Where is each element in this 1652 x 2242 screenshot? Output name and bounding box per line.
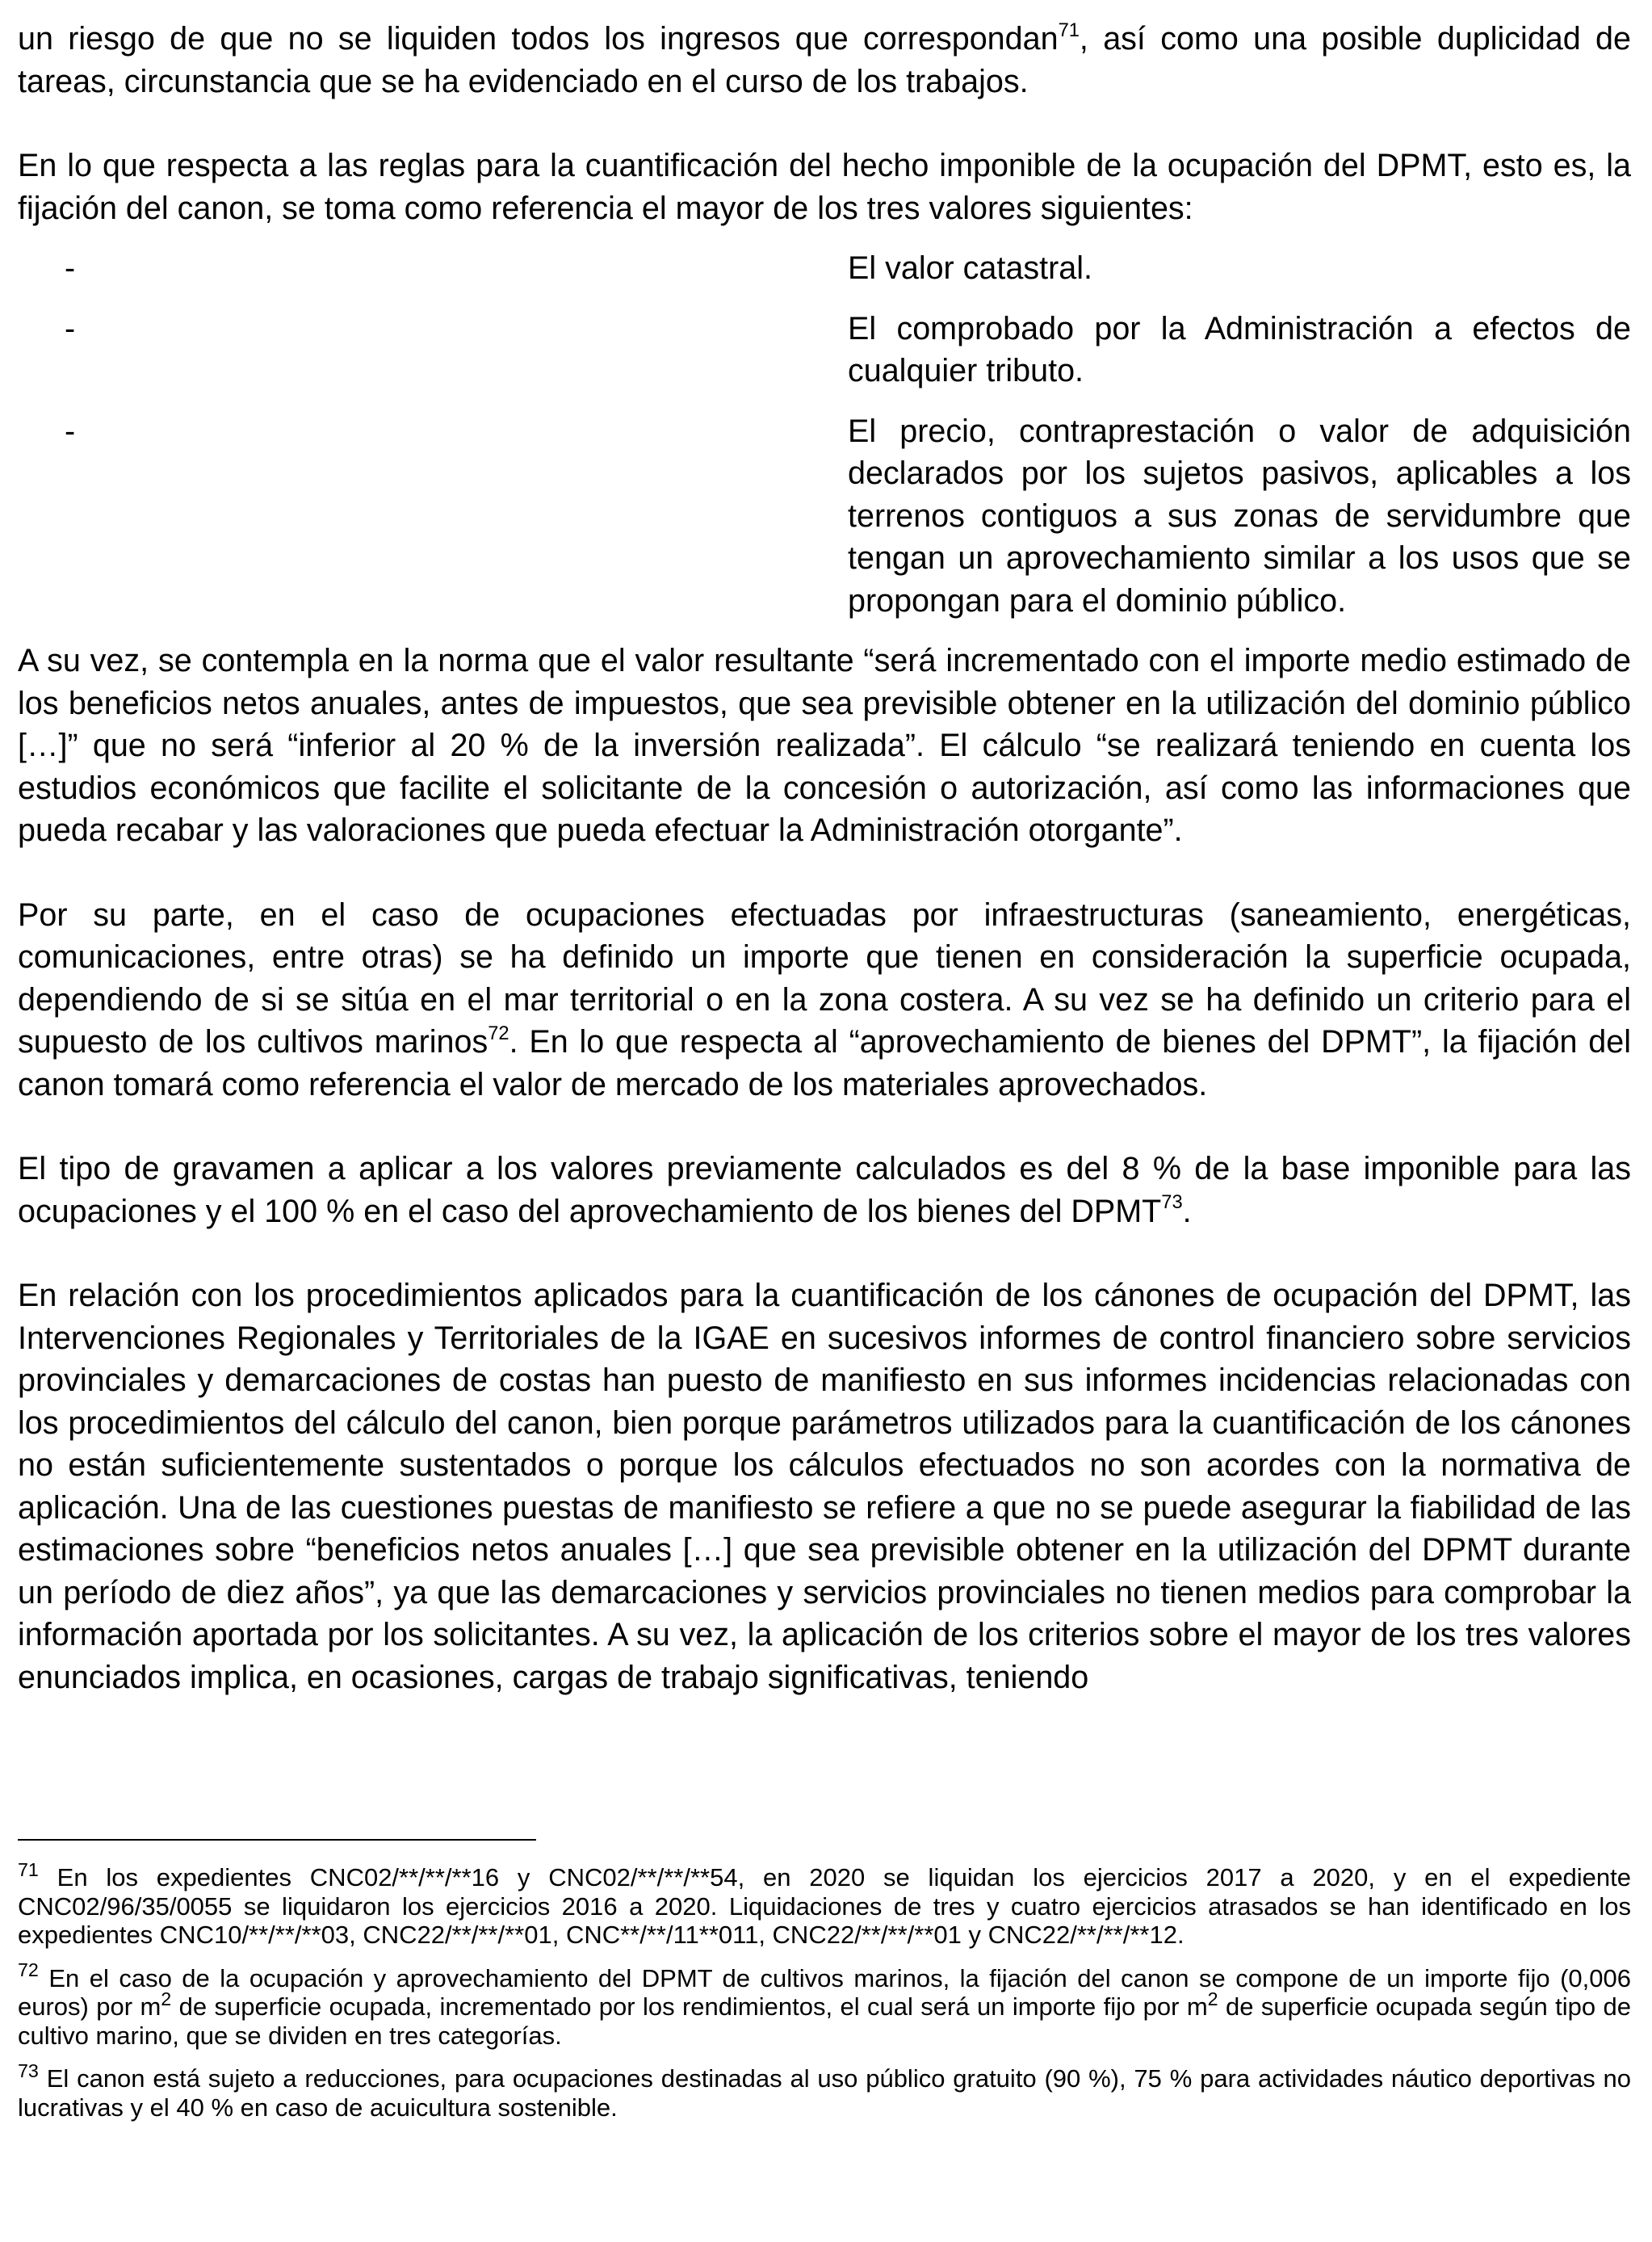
paragraph-4-text: Por su parte, en el caso de ocupaciones efectuadas por infraestructuras (saneamiento, energéticas, comunicaciones, entre otras) se ha definido un importe que tienen en consideración la superficie ocupada, dependiendo de si se sitúa en el mar territorial o en la zona costera. A su vez se ha definido un criterio para el supuesto de los cultivos marinos: [18, 896, 1631, 1060]
footnote-text: El canon está sujeto a reducciones, para ocupaciones destinadas al uso público gratuito (90 %), 75 % para actividades náutico deportivas no lucrativas y el 40 % en caso de acuicultura sostenible.: [18, 2064, 1631, 2122]
footnote-71: [18, 1858, 1631, 1950]
footnote-ref-72[interactable]: 72: [488, 1022, 509, 1044]
list-item: [18, 410, 1631, 623]
list-item-text: El precio, contraprestación o valor de adquisición declarados por los sujetos pasivos, aplicables a los terrenos contiguos a sus zonas de servidumbre que tengan un aprovechamiento similar a los usos que se propongan para el dominio público.: [848, 413, 1631, 619]
list-item: [18, 247, 1631, 290]
footnote-72: [18, 1959, 1631, 2051]
paragraph-1-text-cont: , así como una posible duplicidad de tareas, circunstancia que se ha evidenciado en el curso de los trabajos.: [18, 21, 1631, 99]
paragraph-4: [18, 894, 1631, 1106]
list-item-text: El comprobado por la Administración a efectos de cualquier tributo.: [848, 310, 1631, 388]
paragraph-5-text: El tipo de gravamen a aplicar a los valores previamente calculados es del 8 % de la base imponible para las ocupaciones y el 100 % en el caso del aprovechamiento de los bienes del DPMT: [18, 1151, 1631, 1229]
paragraph-1: [18, 18, 1631, 103]
paragraph-2: En lo que respecta a las reglas para la cuantificación del hecho imponible de la ocupación del DPMT, esto es, la fijación del canon, se toma como referencia el mayor de los tres valores siguientes:: [18, 148, 1631, 226]
footnote-text: de superficie ocupada según tipo de cultivo marino, que se dividen en tres categorías.: [18, 1992, 1631, 2050]
list-bullet: -: [65, 413, 76, 449]
list-bullet: -: [65, 250, 76, 286]
paragraph-1-text: un riesgo de que no se liquiden todos los ingresos que correspondan: [18, 21, 1059, 57]
footnote-text: de superficie ocupada, incrementado por los rendimientos, el cual será un importe fijo por m: [171, 1992, 1208, 2021]
list-item: [18, 308, 1631, 393]
footnote-separator: [18, 1839, 536, 1841]
superscript-exponent: 2: [161, 1988, 172, 2009]
paragraph-5: [18, 1148, 1631, 1232]
footnote-73: [18, 2059, 1631, 2122]
paragraph-6: En relación con los procedimientos aplicados para la cuantificación de los cánones de ocupación del DPMT, las Intervenciones Regionales y Territoriales de la IGAE en sucesivos informes de control financiero sobre servicios provinciales y demarcaciones de costas han puesto de manifiesto en sus informes incidencias relacionadas con los procedimientos del cálculo del canon, bien porque parámetros utilizados para la cuantificación de los cánones no están suficientemente sustentados o porque los cálculos efectuados no son acordes con la normativa de aplicación. Una de las cuestiones puestas de manifiesto se refiere a que no se puede asegurar la fiabilidad de las estimaciones sobre “beneficios netos anuales […] que sea previsible obtener en la utilización del DPMT durante un período de diez años”, ya que las demarcaciones y servicios provinciales no tienen medios para comprobar la información aportada por los solicitantes. A su vez, la aplicación de los criterios sobre el mayor de los tres valores enunciados implica, en ocasiones, cargas de trabajo significativas, teniendo: [18, 1278, 1631, 1695]
footnote-number: 73: [18, 2059, 39, 2081]
list-bullet: -: [65, 310, 76, 346]
footnote-text: En los expedientes CNC02/**/**/**16 y CNC02/**/**/**54, en 2020 se liquidan los ejercicios 2017 a 2020, y en el expediente CNC02/96/35/0055 se liquidaron los ejercicios 2016 a 2020. Liquidaciones de tres y cuatro ejercicios atrasados se han identificado en los expedientes CNC10/**/**/**03, CNC22/**/**/**01, CNC**/**/11**011, CNC22/**/**/**01 y CNC22/**/**/**12.: [18, 1863, 1631, 1949]
paragraph-3: A su vez, se contempla en la norma que el valor resultante “será incrementado con el importe medio estimado de los beneficios netos anuales, antes de impuestos, que sea previsible obtener en la utilización del dominio público […]” que no será “inferior al 20 % de la inversión realizada”. El cálculo “se realizará teniendo en cuenta los estudios económicos que facilite el solicitante de la concesión o autorización, así como las informaciones que pueda recabar y las valoraciones que pueda efectuar la Administración otorgante”.: [18, 643, 1631, 848]
footnotes: [18, 1858, 1631, 2136]
superscript-exponent: 2: [1207, 1988, 1218, 2009]
footnote-number: 72: [18, 1959, 39, 1981]
footnote-text: En el caso de la ocupación y aprovechamiento del DPMT de cultivos marinos, la fijación del canon se compone de un importe fijo (0,006 euros) por m: [18, 1963, 1631, 2021]
list-item-text: El valor catastral.: [848, 250, 1092, 286]
footnote-ref-71[interactable]: 71: [1058, 19, 1080, 41]
paragraph-4-text-cont: . En lo que respecta al “aprovechamiento de bienes del DPMT”, la fijación del canon tomará como referencia el valor de mercado de los materiales aprovechados.: [18, 1024, 1631, 1102]
footnote-ref-73[interactable]: 73: [1161, 1192, 1183, 1214]
paragraph-5-text-cont: .: [1182, 1193, 1192, 1229]
footnote-number: 71: [18, 1858, 39, 1880]
document-body: [18, 18, 1631, 1698]
